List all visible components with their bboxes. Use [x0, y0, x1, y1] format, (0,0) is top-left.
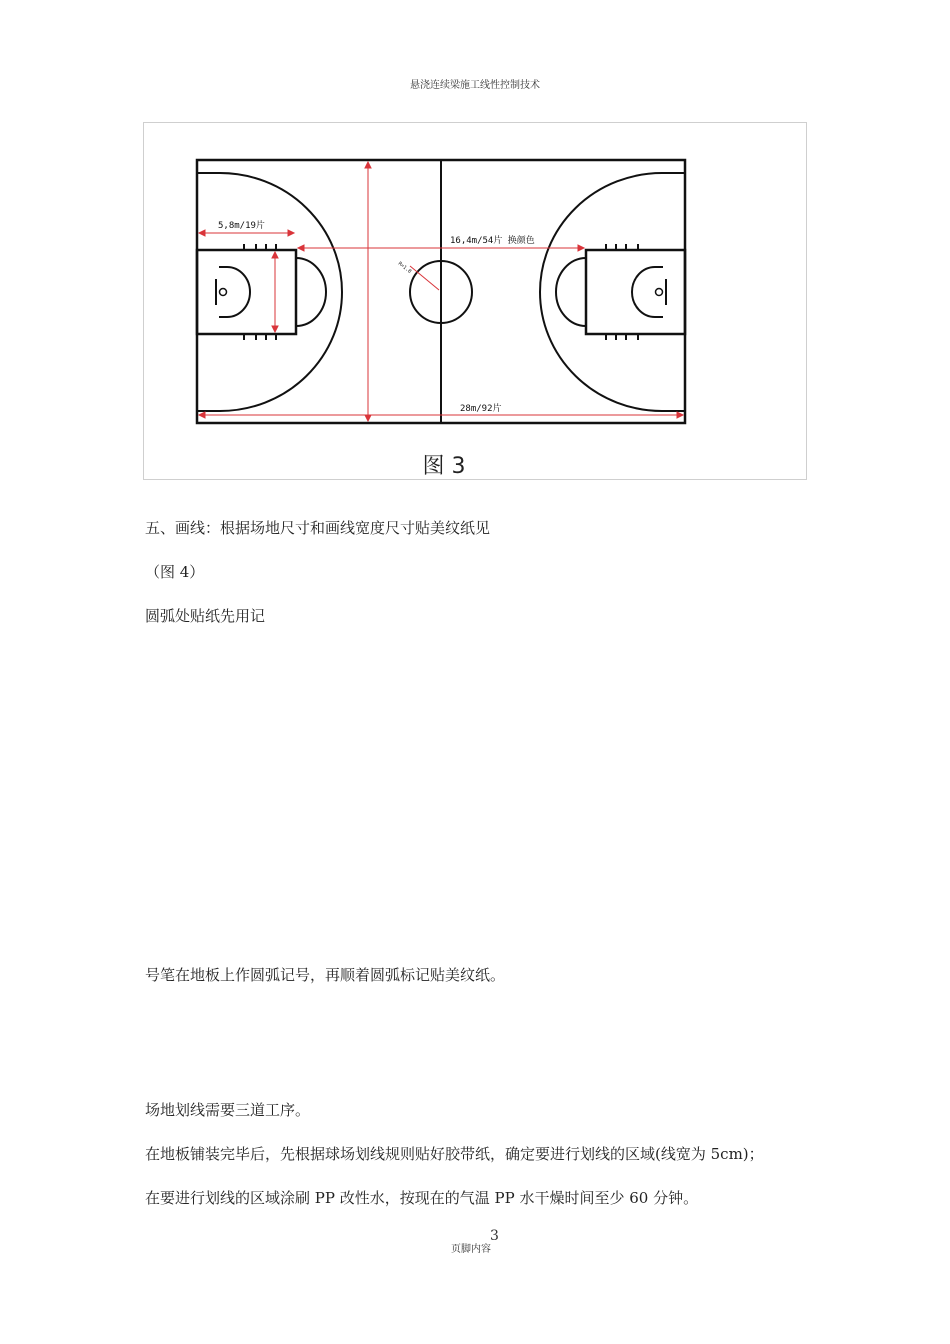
left-key — [197, 250, 296, 334]
label-court-length: 28m/92片 — [460, 404, 502, 414]
court-figure — [143, 122, 807, 480]
right-free-throw-arc — [556, 258, 586, 326]
page-header: 悬浇连续梁施工线性控制技术 — [410, 80, 540, 91]
paragraph-figure-ref: （图 4） — [145, 563, 205, 581]
left-restricted-arc — [227, 267, 250, 317]
paragraph-section-five: 五、画线：根据场地尺寸和画线宽度尺寸贴美纹纸见 — [145, 519, 491, 537]
left-free-throw-arc — [296, 258, 326, 326]
paragraph-arc-intro: 圆弧处贴纸先用记 — [145, 607, 266, 625]
basketball-court-diagram — [144, 123, 808, 481]
left-hoop — [220, 289, 227, 296]
right-key — [586, 250, 685, 334]
figure-caption: 图 3 — [422, 454, 466, 479]
paragraph-tape-step: 在地板铺装完毕后，先根据球场划线规则贴好胶带纸，确定要进行划线的区域(线宽为 5cm)； — [145, 1145, 764, 1163]
paragraph-arc-marking: 号笔在地板上作圆弧记号，再顺着圆弧标记贴美纹纸。 — [145, 966, 506, 984]
right-restricted-arc — [632, 267, 655, 317]
label-three-point-span: 16,4m/54片 换颜色 — [450, 236, 535, 246]
paragraph-pp-water-step: 在要进行划线的区域涂刷 PP 改性水，按现在的气温 PP 水干燥时间至少 60 分钟。 — [145, 1189, 699, 1207]
page-number: 3 — [490, 1228, 499, 1244]
right-hoop — [656, 289, 663, 296]
paragraph-three-steps: 场地划线需要三道工序。 — [145, 1101, 311, 1119]
footer-label: 页脚内容 — [451, 1244, 491, 1255]
label-key-width: 5,8m/19片 — [218, 221, 265, 231]
label-center-radius: R=1.8 — [396, 260, 413, 275]
